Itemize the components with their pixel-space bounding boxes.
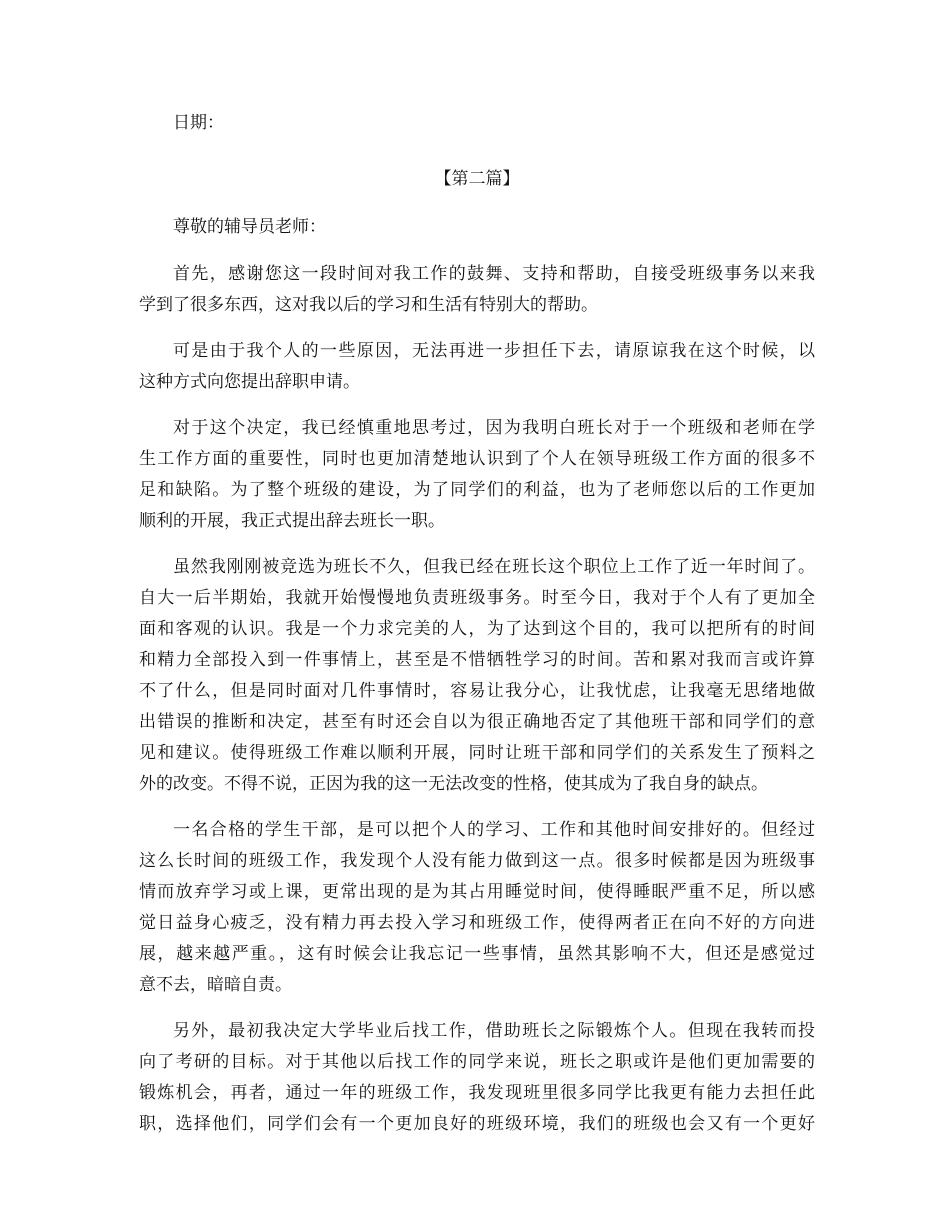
paragraph-line: 觉日益身心疲乏，没有精力再去投入学习和班级工作，使得两者正在向不好的方向进 [139,913,815,933]
paragraph-line: 锻炼机会，再者，通过一年的班级工作，我发现班里很多同学比我更有能力去担任此 [139,1083,815,1103]
paragraph-line: 这么长时间的班级工作，我发现个人没有能力做到这一点。很多时候都是因为班级事 [139,851,815,871]
paragraph-line: 虽然我刚刚被竞选为班长不久，但我已经在班长这个职位上工作了近一年时间了。 [173,557,815,577]
paragraph-line: 足和缺陷。为了整个班级的建设，为了同学们的利益，也为了老师您以后的工作更加 [139,480,815,500]
paragraph-6 [139,1016,815,1140]
paragraph-line: 自大一后半期始，我就开始慢慢地负责班级事务。时至今日，我对于个人有了更加全 [139,588,815,608]
paragraph-line: 展，越来越严重。，这有时候会让我忘记一些事情，虽然其影响不大，但还是感觉过 [139,944,815,964]
paragraph-line: 不了什么，但是同时面对几件事情时，容易让我分心，让我忧虑，让我毫无思绪地做 [139,681,815,701]
paragraph-line: 首先，感谢您这一段时间对我工作的鼓舞、支持和帮助，自接受班级事务以来我 [173,264,815,284]
paragraph-line: 另外，最初我决定大学毕业后找工作，借助班长之际锻炼个人。但现在我转而投 [173,1021,815,1041]
paragraph-line: 这种方式向您提出辞职申请。 [139,372,360,392]
paragraph-line: 生工作方面的重要性，同时也更加清楚地认识到了个人在领导班级工作方面的很多不 [139,449,815,469]
paragraph-1 [139,259,815,321]
paragraph-line: 情而放弃学习或上课，更常出现的是为其占用睡觉时间，使得睡眠严重不足，所以感 [139,882,815,902]
paragraph-line: 一名合格的学生干部，是可以把个人的学习、工作和其他时间安排好的。但经过 [173,820,815,840]
paragraph-line: 顺利的开展，我正式提出辞去班长一职。 [139,511,445,531]
paragraph-line: 见和建议。使得班级工作难以顺利开展，同时让班干部和同学们的关系发生了预料之 [139,743,815,763]
paragraph-line: 意不去，暗暗自责。 [139,975,292,995]
paragraph-2 [139,336,815,398]
date-label: 日期： [173,113,224,133]
section-title: 【第二篇】 [434,169,520,189]
paragraph-line: 出错误的推断和决定，甚至有时还会自以为很正确地否定了其他班干部和同学们的意 [139,712,815,732]
paragraph-line: 面和客观的认识。我是一个力求完美的人，为了达到这个目的，我可以把所有的时间 [139,619,815,639]
document-page [139,100,815,1140]
paragraph-line: 向了考研的目标。对于其他以后找工作的同学来说，班长之职或许是他们更加需要的 [139,1052,815,1072]
paragraph-4 [139,552,815,800]
salutation: 尊敬的辅导员老师： [173,217,326,237]
paragraph-line: 外的改变。不得不说，正因为我的这一无法改变的性格，使其成为了我自身的缺点。 [139,774,768,794]
paragraph-line: 学到了很多东西，这对我以后的学习和生活有特别大的帮助。 [139,295,598,315]
paragraph-line: 对于这个决定，我已经慎重地思考过，因为我明白班长对于一个班级和老师在学 [173,418,815,438]
paragraph-line: 可是由于我个人的一些原因，无法再进一步担任下去，请原谅我在这个时候，以 [173,341,815,361]
paragraph-5 [139,815,815,1001]
paragraph-line: 和精力全部投入到一件事情上，甚至是不惜牺牲学习的时间。苦和累对我而言或许算 [139,650,815,670]
paragraph-line: 职，选择他们，同学们会有一个更加良好的班级环境，我们的班级也会又有一个更好 [139,1114,815,1134]
paragraph-3 [139,413,815,537]
